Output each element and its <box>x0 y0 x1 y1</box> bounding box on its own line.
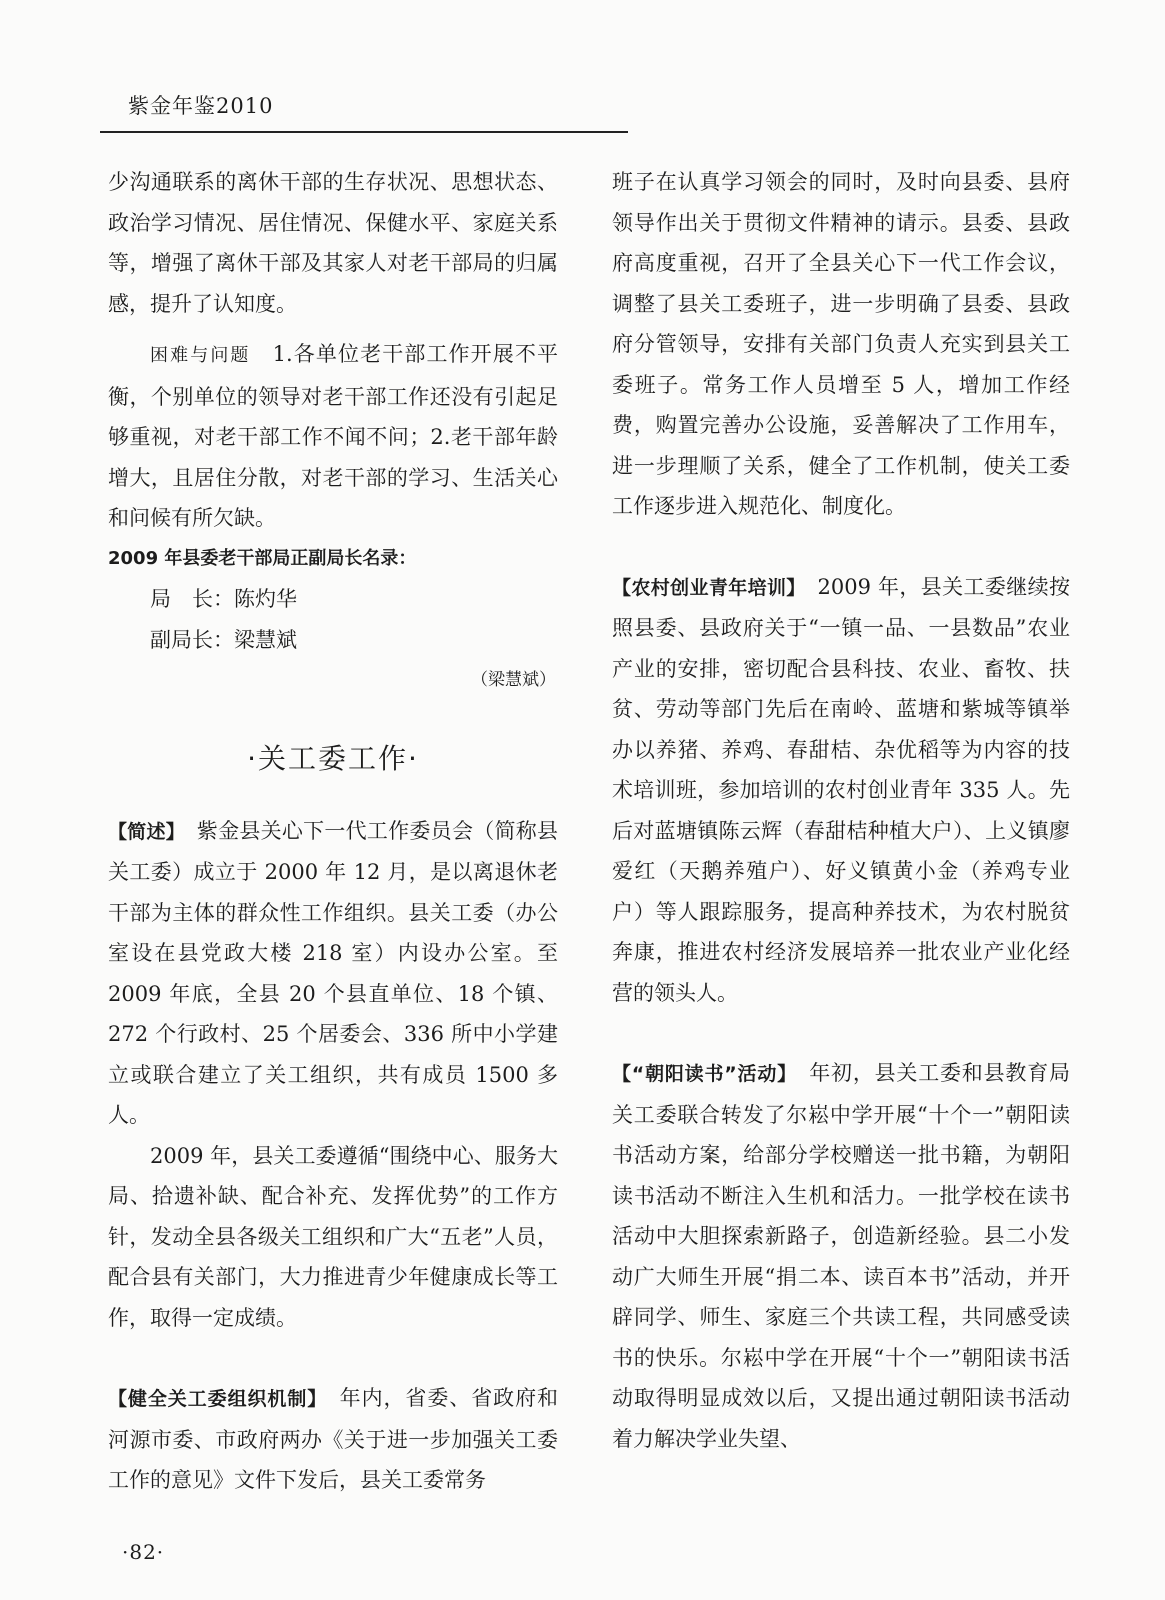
page-number: ·82· <box>122 1540 165 1564</box>
paragraph-text: 2009 年，县关工委继续按照县委、县政府关于“一镇一品、一县数品”农业产业的安排，密切配合县科技、农业、畜牧、扶贫、劳动等部门先后在南岭、蓝塘和紫城等镇举办以养猪、养鸡、春甜桔、杂优稻等为内容的技术培训班，参加培训的农村创业青年 335 人。先后对蓝塘镇陈云辉（春甜桔种植大户）、上义镇廖爱红（天鹅养殖户）、好义镇黄小金（养鸡专业户）等人跟踪服务，提高种养技术，为农村脱贫奔康，推进农村经济发展培养一批农业产业化经营的领头人。 <box>612 574 1070 1005</box>
keyword: 【农村创业青年培训】 <box>612 576 797 599</box>
left-column <box>108 162 558 1501</box>
paragraph <box>612 1053 1070 1459</box>
right-column <box>612 162 1070 1459</box>
keyword: 【简述】 <box>108 820 176 843</box>
spacer <box>108 1338 558 1378</box>
list-title: 2009 年县委老干部局正副局长名录： <box>108 547 417 569</box>
signature: （梁慧斌） <box>471 670 556 690</box>
paragraph-text: 年初，县关工委和县教育局关工委联合转发了尔崧中学开展“十个一”朝阳读书活动方案，给部分学校赠送一批书籍，为朝阳读书活动不断注入生机和活力。一批学校在读书活动中大胆探索新路子，创造新经验。县二小发动广大师生开展“捐二本、读百本书”活动，并开辟同学、师生、家庭三个共读工程，共同感受读书的快乐。尔崧中学在开展“十个一”朝阳读书活动取得明显成效以后，又提出通过朝阳读书活动着力解决学业失望、 <box>612 1061 1070 1451</box>
paragraph <box>108 334 558 539</box>
paragraph-text: 1.各单位老干部工作开展不平衡，个别单位的领导对老干部工作还没有引起足够重视，对老干部工作不闻不问；2.老干部年龄增大，且居住分散，对老干部的学习、生活关心和问候有所欠缺。 <box>108 342 558 530</box>
spacer <box>108 324 558 334</box>
paragraph: 班子在认真学习领会的同时，及时向县委、县府领导作出关于贯彻文件精神的请示。县委、县政府高度重视，召开了全县关心下一代工作会议，调整了县关工委班子，进一步明确了县委、县政府分管领导，安排有关部门负责人充实到县关工委班子。常务工作人员增至 5 人，增加工作经费，购置完善办公设施，妥善解决了工作用车，进一步理顺了关系，健全了工作机制，使关工委工作逐步进入规范化、制度化。 <box>612 170 1070 518</box>
keyword: 困难与问题 <box>150 345 251 366</box>
list-item: 副局长：梁慧斌 <box>150 627 297 652</box>
running-header: 紫金年鉴2010 <box>128 94 274 118</box>
paragraph: 少沟通联系的离休干部的生存状况、思想状态、政治学习情况、居住情况、保健水平、家庭关系等，增强了离休干部及其家人对老干部局的归属感，提升了认知度。 <box>108 170 558 316</box>
header-rule <box>100 131 628 133</box>
paragraph-text: 年内，省委、省政府和河源市委、市政府两办《关于进一步加强关工委工作的意见》文件下发后，县关工委常务 <box>108 1386 558 1492</box>
paragraph <box>108 1378 558 1501</box>
paragraph <box>612 567 1070 1014</box>
paragraph-text: 紫金县关心下一代工作委员会（简称县关工委）成立于 2000 年 12 月，是以离退休老干部为主体的群众性工作组织。县关工委（办公室设在县党政大楼 218 室）内设办公室。至 2009 年底，全县 20 个县直单位、18 个镇、272 个行政村、25 个居委会、336 所中小学建立或联合建立了关工组织，共有成员 1500 多人。 <box>108 818 558 1127</box>
section-title: ·关工委工作· <box>247 741 419 775</box>
keyword: 【“朝阳读书”活动】 <box>612 1063 788 1085</box>
list-item: 局 长：陈灼华 <box>150 587 297 611</box>
spacer <box>612 1013 1070 1053</box>
paragraph: 2009 年，县关工委遵循“围绕中心、服务大局、拾遗补缺、配合补充、发挥优势”的工作方针，发动全县各级关工组织和广大“五老”人员，配合县有关部门，大力推进青少年健康成长等工作，取得一定成绩。 <box>108 1143 558 1330</box>
keyword: 【健全关工委组织机制】 <box>108 1388 318 1410</box>
spacer <box>612 527 1070 567</box>
paragraph <box>108 811 558 1136</box>
